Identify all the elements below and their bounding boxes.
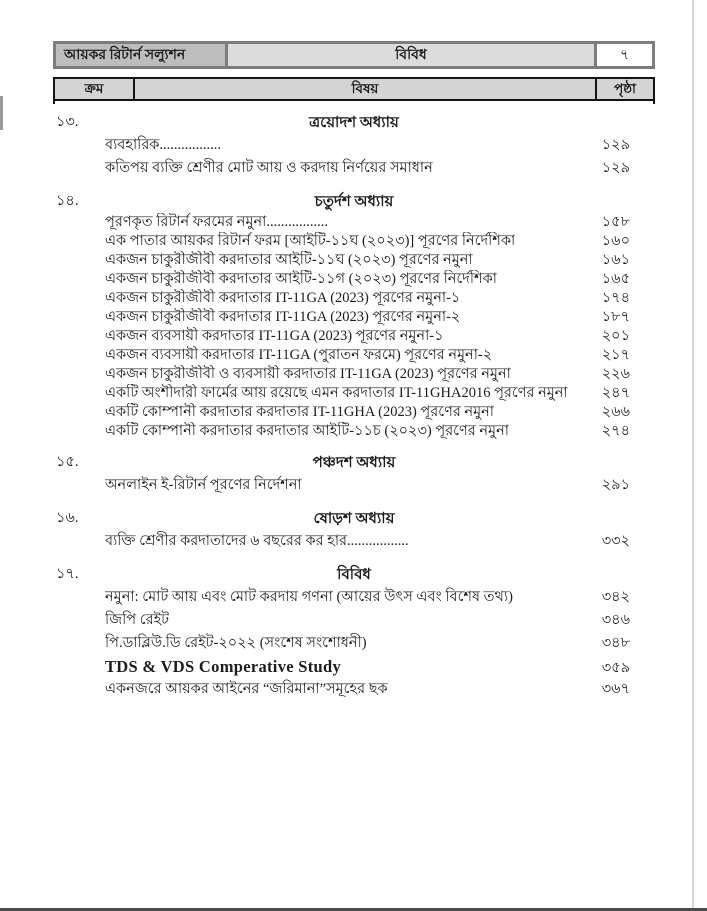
section-serial: ১৬. <box>56 510 79 526</box>
toc-entry <box>53 678 655 701</box>
toc-entry <box>53 586 655 609</box>
entry-title: একটি অংশীদারী ফার্মের আয় রয়েছে এমন করদাতার IT-11GHA2016 পূরণের নমুনা <box>105 385 568 401</box>
toc-entry <box>53 270 655 289</box>
section-head <box>53 561 655 586</box>
section-serial: ১৫. <box>56 454 79 470</box>
entry-title: একনজরে আয়কর আইনের “জরিমানা”সমূহের ছক <box>105 681 388 697</box>
entry-page-number: ২১৭ <box>601 347 630 363</box>
toc-section <box>53 188 655 441</box>
section-head <box>53 505 655 530</box>
entry-title: একজন ব্যবসায়ী করদাতার IT-11GA (2023) পূরণের নমুনা-১ <box>105 328 444 344</box>
toc-entry <box>53 213 655 232</box>
toc-entry <box>53 609 655 632</box>
entry-page-number: ১৬৫ <box>601 271 630 287</box>
chapter-title: ষোড়শ অধ্যায় <box>313 511 395 527</box>
entry-title: একটি কোম্পানী করদাতার করদাতার আইটি-১১চ (২০২৩) পূরণের নমুনা <box>105 423 509 439</box>
toc-entry <box>53 384 655 403</box>
column-header-page: পৃষ্ঠা <box>597 79 653 99</box>
column-header-serial: ক্রম <box>55 79 135 99</box>
section-entries <box>53 530 655 553</box>
book-title: আয়কর রিটার্ন সল্যুশন <box>56 44 228 66</box>
entry-page-number: ৩৪২ <box>601 589 630 605</box>
entry-page-number: ১৬১ <box>601 252 630 268</box>
toc-entry <box>53 474 655 497</box>
toc-entry <box>53 403 655 422</box>
entry-page-number: ২৬৬ <box>601 404 630 420</box>
chapter-title: বিবিধ <box>337 567 371 583</box>
toc-entry <box>53 134 655 157</box>
entry-title: পূরণকৃত রিটার্ন ফরমের নমুনা................. <box>105 214 328 230</box>
section-head <box>53 449 655 474</box>
toc-entry <box>53 157 655 180</box>
entry-page-number: ৩৪৮ <box>601 635 630 651</box>
toc-entry <box>53 365 655 384</box>
toc-section <box>53 109 655 180</box>
toc-section <box>53 505 655 553</box>
entry-title: এক পাতার আয়কর রিটার্ন ফরম [আইটি-১১ঘ (২০২৩)] পূরণের নির্দেশিকা <box>105 233 516 249</box>
toc-entry <box>53 530 655 553</box>
entry-title: নমুনা: মোট আয় এবং মোট করদায় গণনা (আয়ের উৎস এবং বিশেষ তথ্য) <box>105 589 513 605</box>
toc-column-header <box>53 77 655 101</box>
entry-page-number: ২৭৪ <box>601 423 630 439</box>
entry-page-number: ১৭৪ <box>601 290 630 306</box>
toc-entry <box>53 632 655 655</box>
entry-title: একজন চাকুরীজীবী করদাতার আইটি-১১গ (২০২৩) পূরণের নির্দেশিকা <box>105 271 497 287</box>
toc-entry <box>53 346 655 365</box>
toc-entry <box>53 327 655 346</box>
entry-title: পি.ডাব্লিউ.ডি রেইট-২০২২ (সংশেষ সংশোধনী) <box>105 635 367 651</box>
column-header-subject: বিষয় <box>135 79 597 99</box>
entry-title: ব্যক্তি শ্রেণীর করদাতাদের ৬ বছরের কর হার................. <box>105 533 409 549</box>
toc-entry <box>53 289 655 308</box>
entry-title: TDS & VDS Comperative Study <box>105 657 342 676</box>
section-serial: ১৪. <box>56 193 79 209</box>
toc-entry <box>53 308 655 327</box>
section-head <box>53 188 655 213</box>
entry-page-number: ১২৯ <box>601 160 630 176</box>
entry-page-number: ৩৫৯ <box>601 660 630 676</box>
entry-page-number: ২৪৭ <box>601 385 630 401</box>
chapter-title: ত্রয়োদশ অধ্যায় <box>309 115 399 131</box>
chapter-title: চতুর্দশ অধ্যায় <box>314 194 394 210</box>
toc-entry <box>53 422 655 441</box>
entry-title: একজন চাকুরীজীবী করদাতার IT-11GA (2023) পূরণের নমুনা-১ <box>105 290 461 306</box>
entry-title: একজন চাকুরীজীবী ও ব্যবসায়ী করদাতার IT-11GA (2023) পূরণের নমুনা <box>105 366 511 382</box>
entry-page-number: ১৬০ <box>601 233 630 249</box>
toc-entry <box>53 251 655 270</box>
entry-page-number: ১৮৭ <box>601 309 630 325</box>
scan-edge-mark-left <box>0 96 3 130</box>
running-header <box>53 41 655 69</box>
section-serial: ১৭. <box>56 566 79 582</box>
entry-title: একজন ব্যবসায়ী করদাতার IT-11GA (পুরাতন ফরমে) পূরণের নমুনা-২ <box>105 347 493 363</box>
entry-title: একজন চাকুরীজীবী করদাতার IT-11GA (2023) পূরণের নমুনা-২ <box>105 309 461 325</box>
toc-entry <box>53 232 655 251</box>
section-entries <box>53 474 655 497</box>
entry-page-number: ২০১ <box>601 328 630 344</box>
entry-title: জিপি রেইট <box>105 612 170 628</box>
section-entries <box>53 586 655 701</box>
toc-body <box>53 105 655 701</box>
entry-title: একটি কোম্পানী করদাতার করদাতার IT-11GHA (2023) পূরণের নমুনা <box>105 404 495 420</box>
entry-title: কতিপয় ব্যক্তি শ্রেণীর মোট আয় ও করদায় নির্ণয়ের সমাধান <box>105 160 433 176</box>
section-entries <box>53 134 655 180</box>
page-number: ৭ <box>597 44 652 66</box>
entry-page-number: ৩৩২ <box>601 533 630 549</box>
entry-title: অনলাইন ই-রিটার্ন পূরণের নির্দেশনা <box>105 477 302 493</box>
entry-page-number: ৩৬৭ <box>601 681 630 697</box>
entry-page-number: ১৫৮ <box>601 214 630 230</box>
entry-title: একজন চাকুরীজীবী করদাতার আইটি-১১ঘ (২০২৩) পূরণের নমুনা <box>105 252 473 268</box>
scan-edge-line-right <box>692 0 694 911</box>
entry-title: ব্যবহারিক................. <box>105 137 222 153</box>
toc-section <box>53 449 655 497</box>
entry-page-number: ২৯১ <box>601 477 630 493</box>
entry-page-number: ১২৯ <box>601 137 630 153</box>
section-entries <box>53 213 655 441</box>
toc-entry <box>53 655 655 678</box>
entry-page-number: ২২৬ <box>601 366 630 382</box>
running-header-section-title: বিবিধ <box>228 44 597 66</box>
section-head <box>53 109 655 134</box>
section-serial: ১৩. <box>56 114 79 130</box>
chapter-title: পঞ্চদশ অধ্যায় <box>312 455 396 471</box>
entry-page-number: ৩৪৬ <box>601 612 630 628</box>
toc-section <box>53 561 655 701</box>
